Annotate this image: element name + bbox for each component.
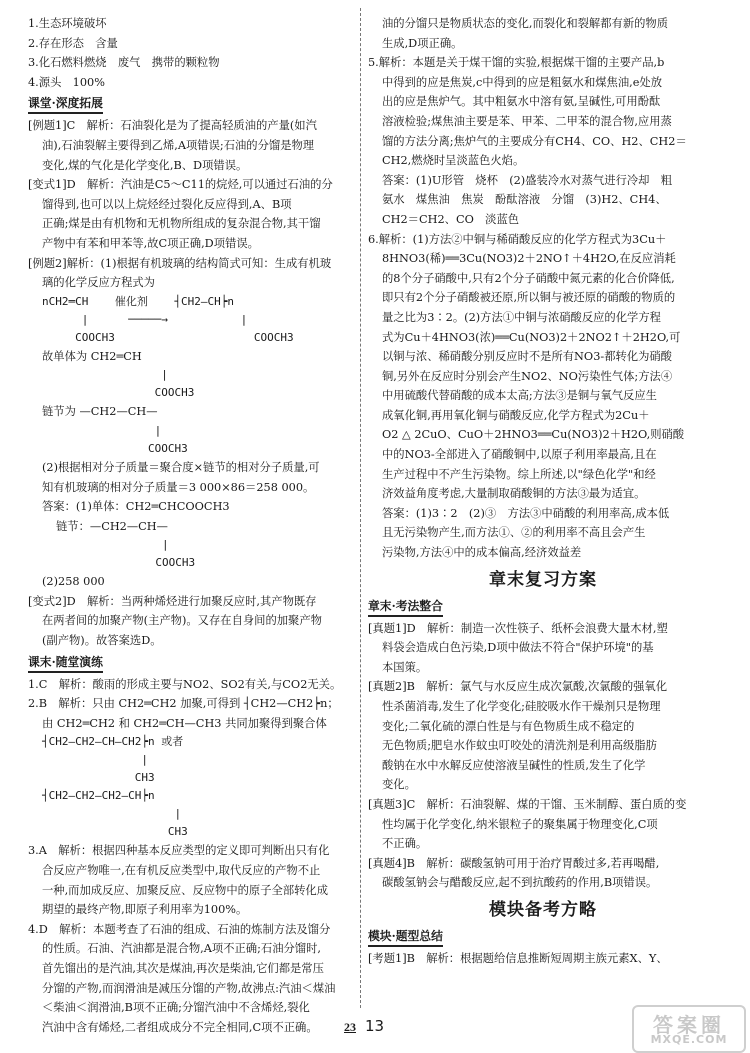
variant-2: [变式2]D 解析：当两种烯烃进行加聚反应时,其产物既存	[28, 594, 317, 608]
section-heading-practice: 课末·随堂演练	[28, 651, 362, 675]
monomer-branch: | COOCH3	[154, 368, 195, 400]
text-line: 分馏的产物,而润滑油是减压分馏的产物,故沸点:汽油＜煤油	[42, 981, 336, 995]
text-line: 一种,而加成反应、加聚反应、反应物中的原子全部转化成	[42, 883, 329, 897]
text-line: 溶液检验;煤焦油主要是苯、甲苯、二甲苯的混合物,应用蒸	[382, 114, 672, 128]
watermark-url: MXQE.COM	[650, 1033, 728, 1046]
answer-line: 1.生态环境破坏	[28, 17, 107, 30]
text-line: 馏得到,也可以以上烷烃经过裂化反应得到,A、B项	[42, 197, 292, 211]
answer-text: 答案：(1)单体：CH2═CHCOOCH3	[42, 500, 230, 514]
text-line: 性均属于化学变化,纳米银粒子的聚集属于物理变化,C项	[382, 817, 658, 831]
text-line: 成氧化铜,再用氧化铜与硝酸反应,化学方程式为2Cu＋	[382, 408, 650, 422]
text-line: 变化,煤的气化是化学变化,B、D项错误。	[42, 158, 248, 172]
answer-text: 答案：(1)U形管 烧杯 (2)盛装冷水对蒸气进行冷却 粗	[382, 173, 673, 187]
text-line: 且无污染物产生,而方法①、②的利用率不高且会产生	[382, 526, 646, 540]
text-line: 式为Cu＋4HNO3(浓)══Cu(NO3)2＋2NO2↑＋2H2O,可	[382, 330, 681, 344]
text-line: 济效益角度考虑,大量制取硝酸铜的方法③最为适宜。	[382, 487, 646, 501]
text-line: 中得到的应是焦炭,c中得到的应是粗氨水和煤焦油,e处放	[382, 75, 663, 89]
answer-text: 答案：(1)3∶2 (2)③ 方法③中硝酸的利用率高,成本低	[382, 506, 670, 520]
example-1: [例题1]C 解析：石油裂化是为了提高轻质油的产量(如汽	[28, 119, 317, 133]
text-line: 氨水 煤焦油 焦炭 酚酞溶液 分馏 (3)H2、CH4、	[382, 193, 667, 207]
text-line: 变化;二氧化硫的漂白性是与有色物质生成不稳定的	[382, 719, 635, 733]
text-line: 璃的化学反应方程式为	[42, 276, 155, 290]
text-line: 性杀菌消毒,发生了化学变化;硅胶吸水作干燥剂只是物理	[382, 700, 661, 713]
text-line: 以铜与浓、稀硝酸分别反应时不是所有NO3-都转化为硝酸	[382, 350, 672, 364]
text-line: CH2,燃烧时呈淡蓝色火焰。	[382, 154, 525, 168]
example-2: [例题2]解析：(1)根据有机玻璃的结构简式可知：生成有机玻	[28, 256, 332, 270]
real-question-2: [真题2]B 解析：氯气与水反应生成次氯酸,次氯酸的强氧化	[368, 680, 668, 694]
real-question-3: [真题3]C 解析：石油裂解、煤的干馏、玉米制醇、蛋白质的变	[368, 797, 687, 811]
exam-question-1: [考题1]B 解析：根据题给信息推断短周期主族元素X、Y、	[368, 951, 668, 965]
watermark-logo	[632, 1005, 746, 1053]
module-strategy-title: 模块备考方略	[489, 899, 597, 920]
page-number-text: 23	[344, 1020, 356, 1034]
text-line: (副产物)。故答案选D。	[42, 634, 162, 648]
polymerization-equation: nCH2═CH 催化剂 ┤CH2—CH┝n | ─────→ | COOCH3 COOCH3	[42, 294, 294, 344]
question-5: 5.解析：本题是关于煤干馏的实验,根据煤干馏的主要产品,b	[368, 56, 665, 70]
text-line: 不正确。	[382, 837, 428, 851]
text-line: CH2＝CH2、CO 淡蓝色	[382, 212, 520, 226]
left-column	[28, 14, 362, 1037]
watermark-text: 答案圈	[653, 1013, 725, 1037]
text-line: 合反应产物唯一,在有机反应类型中,取代反应的产物不止	[42, 864, 321, 878]
variant-1: [变式1]D 解析：汽油是C5～C11的烷烃,可以通过石油的分	[28, 178, 333, 192]
text-line: 期望的最终产物,即原子利用率为100%。	[42, 903, 248, 917]
text-line: 油的分馏只是物质状态的变化,而裂化和裂解都有新的物质	[382, 17, 669, 30]
text-line: 中的NO3-全部进入了硝酸铜中,以原子利用率最高,且在	[382, 448, 657, 462]
monomer-formula: 故单体为 CH2═CH	[42, 349, 142, 363]
text-line: 碳酸氢钠会与醋酸反应,起不到抗酸药的作用,B项错误。	[382, 876, 658, 890]
question-2: 2.B 解析：只由 CH2═CH2 加聚,可得到 ┤CH2—CH2┝n；	[28, 697, 339, 711]
section-heading-question-types: 模块·题型总结	[368, 925, 718, 949]
real-question-4: [真题4]B 解析：碳酸氢钠可用于治疗胃酸过多,若再喝醋,	[368, 856, 660, 870]
text-line: 无色物质;肥皂水作蚊虫叮咬处的清洗剂是利用高级脂肪	[382, 739, 657, 753]
question-3: 3.A 解析：根据四种基本反应类型的定义即可判断出只有化	[28, 844, 330, 858]
text-line: 污染物,方法④中的成本偏高,经济效益差	[382, 546, 582, 560]
section-heading-deep-expansion: 课堂·深度拓展	[28, 92, 362, 116]
answer-chain-branch: | COOCH3	[155, 538, 196, 570]
text-line: 首先馏出的是汽油,其次是煤油,再次是柴油,它们都是常压	[42, 962, 324, 975]
text-line: 料袋会造成白色污染,D项中做法不符合"保护环境"的基	[382, 641, 654, 655]
text-line: 中用硫酸代替硝酸的成本太高;方法③是铜与氧气反应生	[382, 389, 657, 403]
text-line: (2)根据相对分子质量＝聚合度×链节的相对分子质量,可	[42, 460, 320, 474]
text-line: 生成,D项正确。	[382, 36, 463, 50]
text-line: 生产过程中不产生污染物。综上所述,以"绿色化学"和经	[382, 467, 656, 481]
text-line: 的性质。石油、汽油都是混合物,A项不正确;石油分馏时,	[42, 942, 321, 956]
text-line: 由 CH2═CH2 和 CH2═CH—CH3 共同加聚得到聚合体	[42, 716, 327, 730]
answer-line: 3.化石燃料燃烧 废气 携带的颗粒物	[28, 56, 220, 70]
text-line: 铜,另外在反应时分别会产生NO2、NO污染性气体;方法④	[382, 369, 673, 383]
text-line: 产物中有苯和甲苯等,故C项正确,D项错误。	[42, 236, 259, 250]
text-line: 汽油中含有烯烃,二者组成成分不完全相同,C项不正确。	[42, 1020, 318, 1034]
text-line: 的8个分子硝酸中,只有2个分子硝酸中氮元素的化合价降低,	[382, 271, 675, 285]
question-1: 1.C 解析：酸雨的形成主要与NO2、SO2有关,与CO2无关。	[28, 677, 342, 691]
text-line: 量之比为3∶2。(2)方法①中铜与浓硝酸反应的化学方程	[382, 310, 661, 324]
question-4: 4.D 解析：本题考查了石油的组成、石油的炼制方法及馏分	[28, 922, 331, 936]
text-line: 在两者间的加聚产物(主产物)。又存在自身间的加聚产物	[42, 614, 322, 628]
answer-line: 2.存在形态 含量	[28, 36, 118, 50]
text-line: 本国策。	[382, 660, 428, 674]
chain-unit-branch: | COOCH3	[147, 423, 188, 455]
question-6: 6.解析：(1)方法②中铜与稀硝酸反应的化学方程式为3Cu＋	[368, 232, 667, 246]
answer-line: 4.源头 100%	[28, 75, 105, 89]
page-number	[344, 1017, 384, 1035]
chapter-review-title: 章末复习方案	[489, 569, 597, 590]
text-line: 8HNO3(稀)══3Cu(NO3)2＋2NO↑＋4H2O,在反应消耗	[382, 252, 676, 266]
text-line: 酸钠在水中水解反应使溶液呈碱性的性质,发生了化学	[382, 758, 646, 772]
text-line: 知有机玻璃的相对分子质量＝3 000×86＝258 000。	[42, 480, 315, 494]
text-line: ＜柴油＜润滑油,B项不正确;分馏汽油中不含烯烃,裂化	[42, 1001, 310, 1015]
right-column	[368, 14, 718, 969]
text-line: 即只有2个分子硝酸被还原,所以铜与被还原的硝酸的物质的	[382, 291, 676, 305]
text-line: 链节：—CH2—CH—	[56, 519, 168, 533]
text-line: 变化。	[382, 778, 416, 792]
handwritten-note: 13	[365, 1017, 385, 1035]
chain-unit-formula: 链节为 —CH2—CH—	[42, 405, 158, 419]
polymer-structures: ┤CH2—CH2—CH—CH2┝n 或者 | CH3 ┤CH2—CH2—CH2—CH┝n | CH3	[42, 735, 188, 839]
section-heading-exam-methods: 章末·考法整合	[368, 595, 718, 619]
text-line: 油),石油裂解主要得到乙烯,A项错误;石油的分馏是物理	[42, 138, 315, 152]
text-line: O2 △ 2CuO、CuO＋2HNO3══Cu(NO3)2＋H2O,则硝酸	[382, 428, 685, 442]
text-line: 出的应是焦炉气。其中粗氨水中溶有氨,呈碱性,可用酚酞	[382, 95, 661, 109]
text-line: (2)258 000	[42, 575, 105, 589]
text-line: 馏的方法分离;焦炉气的主要成分有CH4、CO、H2、CH2＝	[382, 134, 687, 148]
real-question-1: [真题1]D 解析：制造一次性筷子、纸杯会浪费大量木材,塑	[368, 621, 668, 635]
text-line: 正确;煤是由有机物和无机物所组成的复杂混合物,其干馏	[42, 217, 321, 231]
